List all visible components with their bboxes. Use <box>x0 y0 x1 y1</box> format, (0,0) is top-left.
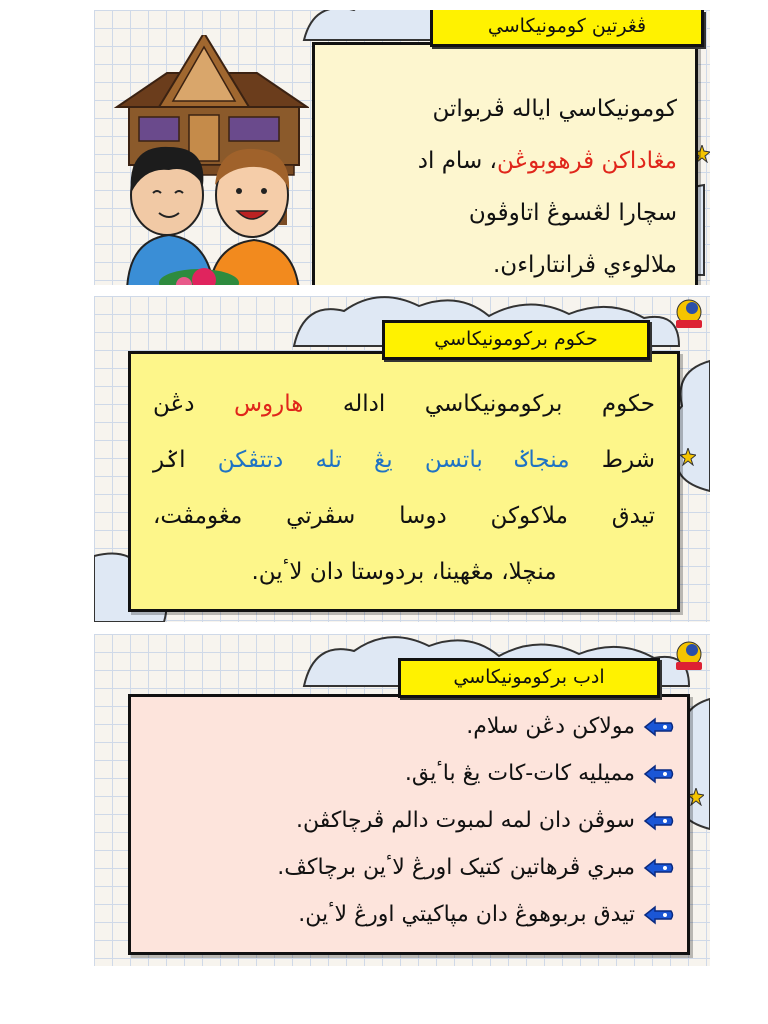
text-line: مڠاداکن ڤرهوبوڠن، سام اد <box>417 148 677 174</box>
etiquette-list <box>143 703 675 938</box>
star-icon <box>688 788 704 806</box>
teacher-logo-icon <box>672 298 706 330</box>
slide-title: ڤڠرتين کومونيکاسي <box>430 10 704 47</box>
slide-title: ادب برکومونيکاسي <box>398 658 660 698</box>
list-item: مميليه کات-کات يڠ باٴيق. <box>143 750 675 797</box>
pointing-hand-icon <box>643 810 675 832</box>
slide-etiquette <box>94 634 710 966</box>
text-line: حکوم برکومونيکاسي اداله هاروس دڠن <box>153 391 655 417</box>
pointing-hand-icon <box>643 857 675 879</box>
slide-ruling <box>94 296 710 622</box>
text-line: تيدق ملاکوکن دوسا سڤرتي مڠومڤت، <box>153 503 655 529</box>
text-line: منچلا، مڠهينا، بردوستا دان لاٴين. <box>251 559 557 585</box>
ruling-card <box>128 351 680 612</box>
star-icon <box>680 448 696 466</box>
list-item: تيدق بربوهوڠ دان مڽاکيتي اورڠ لاٴين. <box>143 891 675 938</box>
ruling-text <box>153 376 655 600</box>
text-line: ملالوءي ڤرانتاراءن. <box>493 252 677 278</box>
text-line: سچارا لڠسوڠ اتاوڤون <box>468 200 677 226</box>
slide-definition <box>94 10 710 285</box>
list-item: سوڤن دان لمه لمبوت دالم ڤرچاکڤن. <box>143 797 675 844</box>
pointing-hand-icon <box>643 716 675 738</box>
text-line: شرط منجاݢ باتسن يڠ تله دتتڤکن اݢر <box>153 447 656 473</box>
definition-card <box>312 42 698 285</box>
definition-text <box>418 83 677 285</box>
teacher-logo-icon <box>672 640 706 672</box>
etiquette-card <box>128 694 690 955</box>
list-item: مبري ڤرهاتين کتيک اورڠ لاٴين برچاکڤ. <box>143 844 675 891</box>
list-item: مولاکن دڠن سلام. <box>143 703 675 750</box>
pointing-hand-icon <box>643 763 675 785</box>
kids-house-illustration <box>109 35 309 285</box>
text-line: کومونيکاسي اياله ڤربواتن <box>432 96 677 122</box>
pointing-hand-icon <box>643 904 675 926</box>
slide-title: حکوم برکومونيکاسي <box>382 320 650 360</box>
